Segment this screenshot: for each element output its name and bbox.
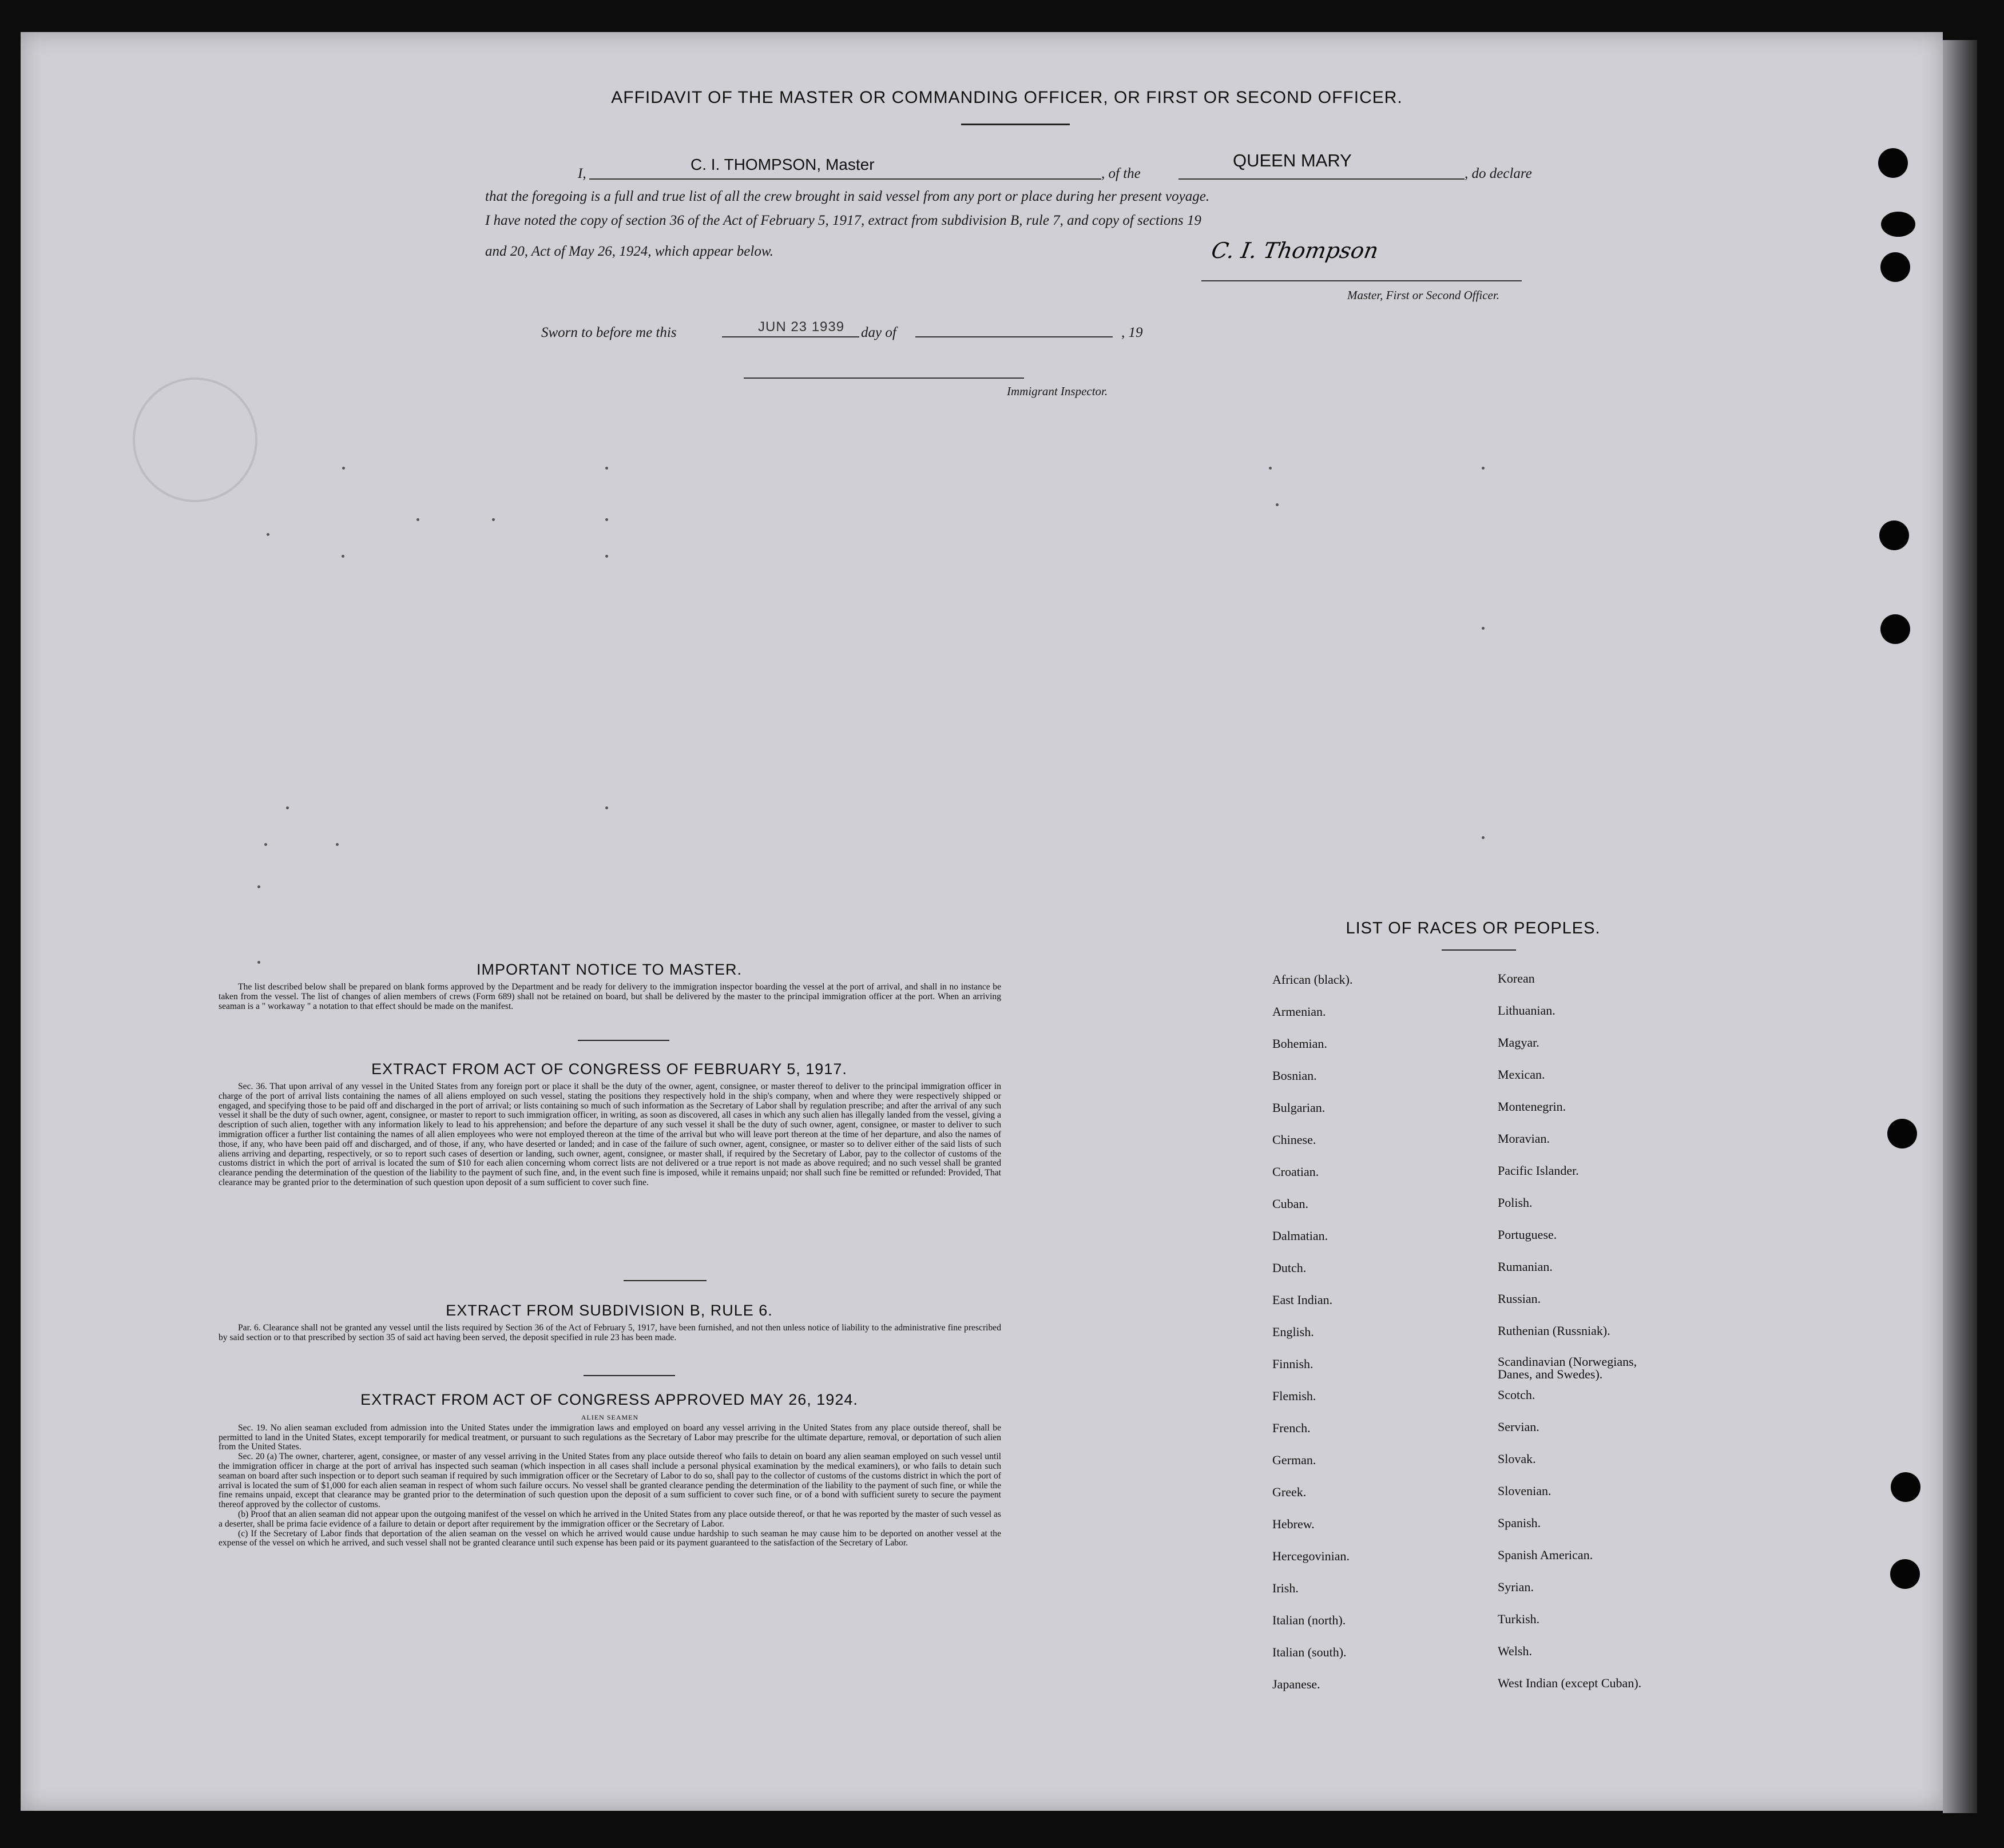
race-item: Ruthenian (Russniak). — [1498, 1324, 1610, 1338]
race-item: Cuban. — [1272, 1197, 1308, 1211]
speck — [267, 533, 269, 536]
race-item: Portuguese. — [1498, 1227, 1557, 1242]
race-item: Italian (south). — [1272, 1645, 1347, 1659]
race-item: Japanese. — [1272, 1677, 1320, 1691]
affidavit-line-2: that the foregoing is a full and true list of all the crew brought in said vessel from any port or place during her present voyage. — [485, 189, 1210, 204]
sec-20b-paragraph: (b) Proof that an alien seaman did not appear upon the outgoing manifest of the vessel on which he arrived in the United States from any place outside thereof, or that he was reported by the master of such vessel as a deserter, shall be prima facie evidence of a failure to detain or deport after requirement by the immigration officer or the Secretary of Labor. — [219, 1509, 1001, 1529]
sec-19-paragraph: Sec. 19. No alien seaman excluded from admission into the United States under the immigration laws and employed on board any vessel arriving in the United States from any place outside thereof, shall be permitted to land in the United States, except temporarily for medical treatment, or pursuant to such regulations as the Secretary of Labor may prescribe for the ultimate departure, removal, or deportation of such alien from the United States. — [219, 1422, 1001, 1452]
race-item: Polish. — [1498, 1195, 1533, 1210]
inspector-caption: Immigrant Inspector. — [1007, 384, 1108, 398]
race-item: Croatian. — [1272, 1165, 1319, 1179]
page-edge — [1943, 40, 1977, 1813]
race-item: Dalmatian. — [1272, 1229, 1328, 1243]
race-item: Bulgarian. — [1272, 1100, 1326, 1115]
faint-stamp — [133, 377, 257, 502]
race-item: Scandinavian (Norwegians, Danes, and Swedes). — [1498, 1354, 1637, 1381]
speck — [605, 467, 608, 470]
race-item: Slovenian. — [1498, 1484, 1551, 1498]
extract-1924-text — [219, 1413, 1001, 1548]
sworn-date-stamp: JUN 23 1939 — [758, 319, 845, 335]
race-item: Servian. — [1498, 1420, 1539, 1434]
of-the-label: , of the — [1101, 166, 1141, 181]
race-item: Bosnian. — [1272, 1068, 1317, 1083]
sec-20a-paragraph: Sec. 20 (a) The owner, charterer, agent, consignee, or master of any vessel arriving in the United States from any place outside thereof who fails to detain on board any alien seaman employed on such vessel until the immigration officer in charge at the port of arrival has inspected such seaman (which inspection in all cases shall include a personal physical examination by the medical examiners), or who fails to detain such seaman on board after such inspection or to deport such seaman if required by such immigration officer or the Secretary of Labor to do so, shall pay to the collector of customs of the customs district in which the port of arrival is located the sum of $1,000 for each alien seaman in respect of whom such failure occurs. No vessel shall be granted clearance pending the determination of the liability to the payment of such fine, or while the fine remains unpaid, except that clearance may be granted prior to the determination of such question upon the deposit of a sum sufficient to cover such fine, or of a bond with sufficient surety to secure the payment thereof approved by the collector of customs. — [219, 1452, 1001, 1510]
speck — [1482, 467, 1485, 470]
year-prefix: , 19 — [1121, 325, 1143, 340]
race-item: Spanish American. — [1498, 1548, 1593, 1562]
punch-hole — [1880, 252, 1910, 282]
speck — [605, 555, 608, 558]
race-item: Turkish. — [1498, 1612, 1540, 1626]
race-item: Moravian. — [1498, 1131, 1550, 1146]
rule-6-title: EXTRACT FROM SUBDIVISION B, RULE 6. — [446, 1302, 773, 1319]
par-6-paragraph: Par. 6. Clearance shall not be granted any vessel until the lists required by Section 36 of the Act of February 5, 1917, have been furnished, and not then unless notice of liability to the administrative fine prescribed by said section or to that prescribed by section 35 of said act having been served, the deposit specified in rule 23 has been made. — [219, 1323, 1001, 1342]
race-item: Dutch. — [1272, 1261, 1307, 1275]
race-item: African (black). — [1272, 972, 1353, 987]
speck — [1269, 467, 1272, 470]
do-declare-label: , do declare — [1465, 166, 1532, 181]
alien-seamen-subtitle: ALIEN SEAMEN — [581, 1413, 639, 1421]
punch-hole — [1881, 212, 1915, 237]
race-item: Flemish. — [1272, 1389, 1316, 1403]
section-divider — [584, 1375, 675, 1376]
race-item: Armenian. — [1272, 1004, 1326, 1019]
speck — [342, 467, 345, 470]
master-name-value: C. I. THOMPSON, Master — [691, 156, 875, 173]
race-item: Russian. — [1498, 1291, 1541, 1306]
signature-caption: Master, First or Second Officer. — [1347, 288, 1499, 302]
race-item: Rumanian. — [1498, 1259, 1553, 1274]
affidavit-line-4: and 20, Act of May 26, 1924, which appear below. — [485, 244, 773, 259]
i-label: I, — [578, 166, 586, 181]
race-item: Scotch. — [1498, 1388, 1535, 1402]
extract-1917-text — [219, 1082, 1001, 1188]
race-item: Greek. — [1272, 1485, 1307, 1499]
signature-line — [1201, 280, 1522, 281]
speck — [416, 518, 419, 521]
speck — [257, 885, 260, 888]
race-item: Hercegovinian. — [1272, 1549, 1350, 1563]
race-item: Mexican. — [1498, 1067, 1545, 1082]
punch-hole — [1890, 1559, 1920, 1589]
signature: C. I. Thompson — [1209, 238, 1380, 263]
speck — [605, 806, 608, 809]
races-title-underline — [1442, 949, 1516, 951]
master-name-line — [589, 178, 1101, 180]
sec-20c-paragraph: (c) If the Secretary of Labor finds that deportation of the alien seaman on the vessel on which he arrived would cause undue hardship to such seaman he may cause him to be deported on another vessel at the expense of the vessel on which he arrived, and such vessel shall not be granted clearance until such expense has been paid or its payment guaranteed to the satisfaction of the Secretary of Labor. — [219, 1528, 1001, 1548]
affidavit-line-3: I have noted the copy of section 36 of the Act of February 5, 1917, extract from subdivision B, rule 7, and copy of sections 19 — [485, 213, 1201, 228]
vessel-name-line — [1178, 178, 1465, 180]
title-underline — [961, 124, 1070, 125]
sworn-label: Sworn to before me this — [541, 325, 677, 340]
punch-hole — [1891, 1472, 1920, 1502]
punch-hole — [1880, 614, 1910, 644]
speck — [605, 518, 608, 521]
notice-paragraph: The list described below shall be prepared on blank forms approved by the Department and be ready for delivery to the immigration inspector boarding the vessel at the port of arrival, and shall in no instance be taken from the vessel. The list of changes of alien members of crews (Form 689) shall not be retained on board, but shall be delivered by the master to the principal immigration officer at the port. When an arriving seaman is a " workaway " a notation to that effect should be made on the manifest. — [219, 982, 1001, 1011]
race-item: Magyar. — [1498, 1035, 1539, 1050]
bleed-through-text — [601, 109, 608, 131]
race-item: Syrian. — [1498, 1580, 1534, 1594]
speck — [1482, 836, 1485, 839]
speck — [1482, 627, 1485, 630]
race-item: Korean — [1498, 971, 1535, 985]
races-title: LIST OF RACES OR PEOPLES. — [1346, 919, 1601, 937]
vessel-name-value: QUEEN MARY — [1233, 150, 1352, 170]
race-item: Italian (north). — [1272, 1613, 1346, 1627]
sec-36-paragraph: Sec. 36. That upon arrival of any vessel in the United States from any foreign port or place it shall be the duty of the owner, agent, consignee, or master thereof to deliver to the principal immigration officer in charge of the port of arrival lists containing the names of all aliens employed on such vessel, stating the positions they respectively hold in the ship's company, when and where they were respectively shipped or engaged, and specifying those to be paid off and discharged in the port of arrival; or lists containing so much of such information as the Secretary of Labor shall by regulation prescribe; and after the arrival of any such vessel it shall be the duty of such owner, agent, consignee, or master to report to such immigration officer, in writing, as soon as discovered, all cases in which any such alien has illegally landed from the vessel, giving a description of such alien, together with any information likely to lead to his apprehension; and before the departure of any such vessel it shall be the duty of such owner, agent, consignee, or master to deliver to such immigration officer a further list containing the names of all alien employees who were not employed thereon at the time of the arrival but who will leave port thereon at the time of her departure, and also the names of those, if any, who have been paid off and discharged, and of those, if any, who have deserted or landed; and in case of the failure of such owner, agent, consignee, or master so to deliver either of the said lists of such aliens arriving and departing, respectively, or so to report such cases of desertion or landing, such owner, agent, consignee, or master shall, if required by the Secretary of Labor, pay to the collector of customs of the customs district in which the port of arrival is located the sum of $10 for each alien concerning whom correct lists are not delivered or a true report is not made as above required; and no such vessel shall be granted clearance pending the determination of the question of the liability to the payment of such fine, and, in the event such fine is imposed, while it remains unpaid; nor shall such fine be remitted or refunded: Provided, That clearance may be granted prior to the determination of such question upon deposit of a sum sufficient to cover such fine. — [219, 1082, 1001, 1187]
race-item: Welsh. — [1498, 1644, 1532, 1658]
speck — [492, 518, 495, 521]
race-item: French. — [1272, 1421, 1311, 1435]
race-item: Finnish. — [1272, 1357, 1313, 1371]
speck — [286, 806, 289, 809]
extract-1924-title: EXTRACT FROM ACT OF CONGRESS APPROVED MAY 26, 1924. — [360, 1391, 858, 1408]
race-item: Spanish. — [1498, 1516, 1541, 1530]
race-item: German. — [1272, 1453, 1316, 1467]
section-divider — [578, 1040, 669, 1041]
sworn-date-line — [722, 336, 859, 337]
race-item: Hebrew. — [1272, 1517, 1315, 1531]
race-item: Montenegrin. — [1498, 1099, 1566, 1114]
notice-text — [219, 983, 1001, 1011]
race-item: West Indian (except Cuban). — [1498, 1676, 1642, 1690]
race-item: Lithuanian. — [1498, 1003, 1555, 1018]
punch-hole — [1879, 520, 1909, 550]
rule-6-text — [219, 1324, 1001, 1343]
speck — [342, 555, 344, 558]
speck — [264, 843, 267, 846]
affidavit-title: AFFIDAVIT OF THE MASTER OR COMMANDING OFFICER, OR FIRST OR SECOND OFFICER. — [611, 88, 1403, 107]
punch-hole — [1878, 148, 1908, 178]
punch-hole — [1887, 1119, 1917, 1148]
race-item: Irish. — [1272, 1581, 1299, 1595]
notice-title: IMPORTANT NOTICE TO MASTER. — [476, 961, 743, 978]
race-item: Bohemian. — [1272, 1036, 1327, 1051]
inspector-signature-line — [744, 377, 1024, 379]
race-item: East Indian. — [1272, 1293, 1333, 1307]
month-line — [915, 336, 1113, 337]
section-divider — [624, 1280, 707, 1281]
speck — [1276, 503, 1279, 506]
race-item: Slovak. — [1498, 1452, 1536, 1466]
extract-1917-title: EXTRACT FROM ACT OF CONGRESS OF FEBRUARY 5, 1917. — [371, 1060, 847, 1078]
day-of-label: day of — [861, 325, 896, 340]
race-item: Pacific Islander. — [1498, 1163, 1579, 1178]
race-item: English. — [1272, 1325, 1314, 1339]
race-item: Chinese. — [1272, 1132, 1316, 1147]
speck — [336, 843, 339, 846]
